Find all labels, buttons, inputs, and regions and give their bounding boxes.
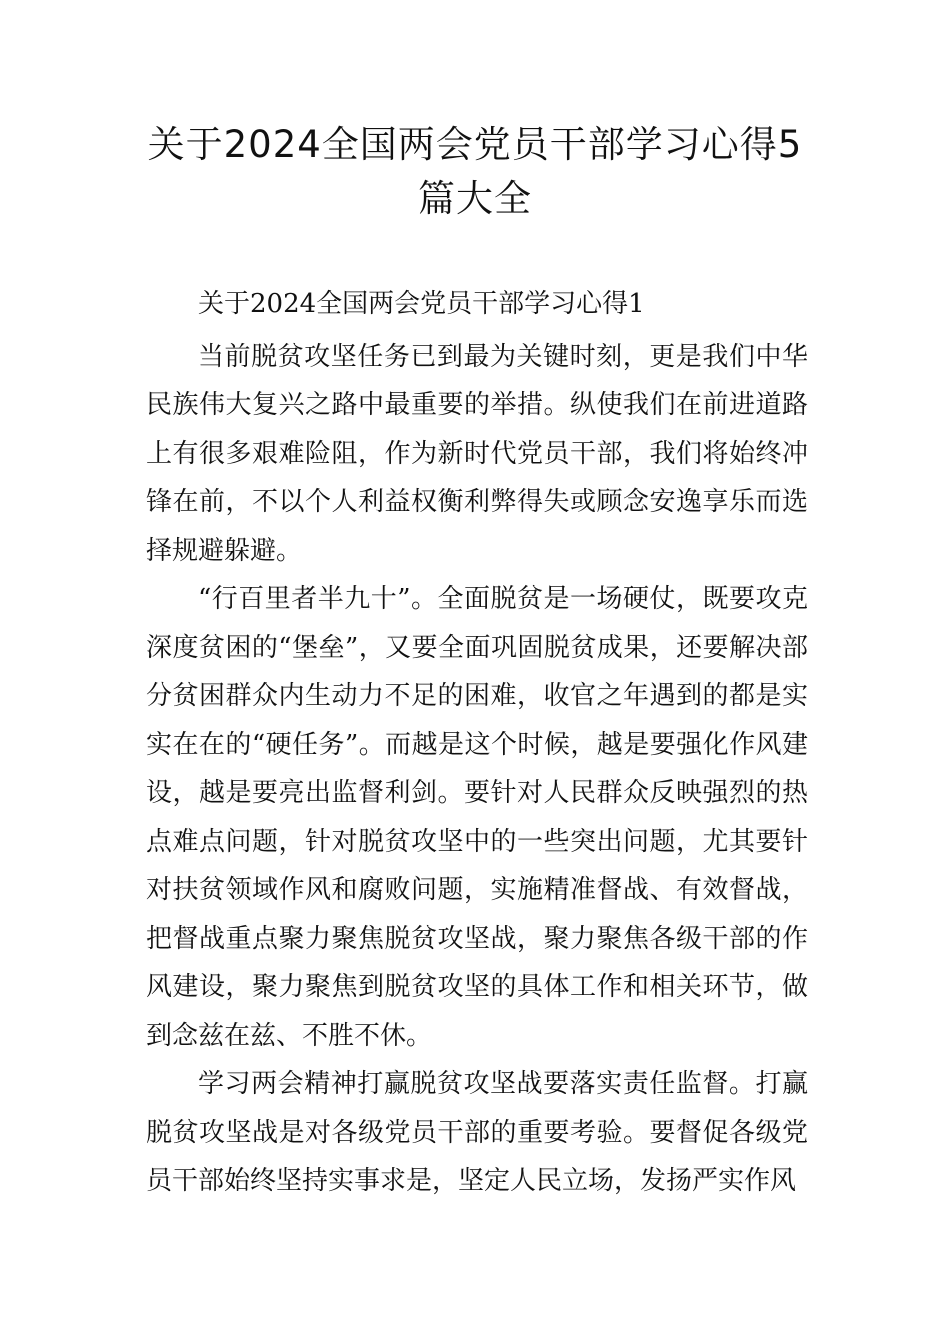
paragraph: 学习两会精神打赢脱贫攻坚战要落实责任监督。打赢脱贫攻坚战是对各级党员干部的重要考验。要督促各级党员干部始终坚持实事求是，坚定人民立场，发扬严实作风	[146, 1069, 808, 1196]
paragraph: “行百里者半九十”。全面脱贫是一场硬仗，既要攻克深度贫困的“堡垒”，又要全面巩固脱贫成果，还要解决部分贫困群众内生动力不足的困难，收官之年遇到的都是实实在在的“硬任务”。而越是这个时候，越是要强化作风建设，越是要亮出监督利剑。要针对人民群众反映强烈的热点难点问题，针对脱贫攻坚中的一些突出问题，尤其要针对扶贫领域作风和腐败问题，实施精准督战、有效督战，把督战重点聚力聚焦脱贫攻坚战，聚力聚焦各级干部的作风建设，聚力聚焦到脱贫攻坚的具体工作和相关环节，做到念兹在兹、不胜不休。	[146, 584, 808, 1051]
document-title: 关于2024全国两会党员干部学习心得5篇大全	[147, 123, 803, 220]
document-body	[146, 280, 808, 1206]
section-heading: 关于2024全国两会党员干部学习心得1	[198, 289, 645, 319]
paragraph: 当前脱贫攻坚任务已到最为关键时刻，更是我们中华民族伟大复兴之路中最重要的举措。纵使我们在前进道路上有很多艰难险阻，作为新时代党员干部，我们将始终冲锋在前，不以个人利益权衡利弊得失或顾念安逸享乐而选择规避躲避。	[146, 341, 808, 566]
